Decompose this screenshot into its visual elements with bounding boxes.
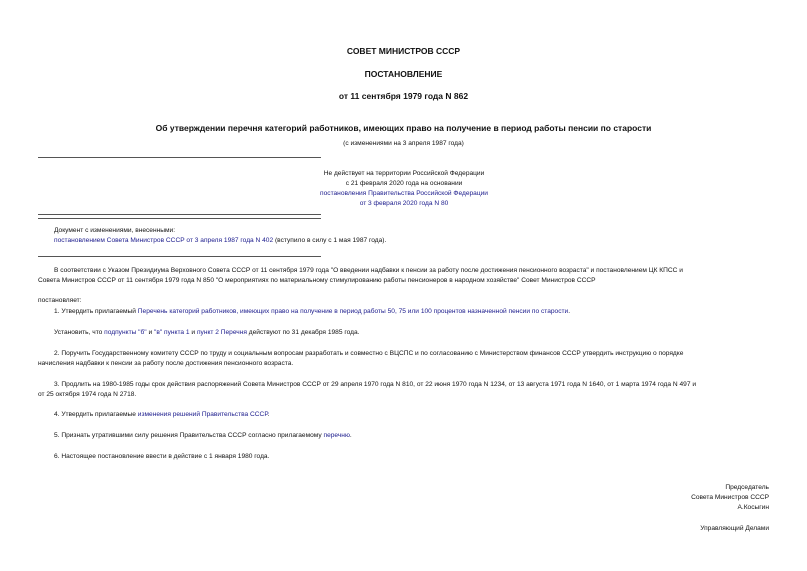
paragraph-3-line-2: от 25 октября 1974 года N 2718. <box>38 391 137 398</box>
signature-role-3: Управляющий Делами <box>700 525 769 532</box>
postanovlyaet-label: постановляет: <box>38 297 82 304</box>
paragraph-4 <box>54 410 269 420</box>
text: . <box>568 308 571 315</box>
changes-decisions-link[interactable]: изменения решений Правительства СССР <box>137 411 268 418</box>
text: . <box>349 432 352 439</box>
changes-link[interactable]: постановлением Совета Министров СССР от 3 апреля 1987 года N 402 <box>54 237 274 244</box>
changes-intro: Документ с изменениями, внесенными: <box>54 227 176 234</box>
subpoint-v-link[interactable]: "в" пункта 1 <box>153 329 190 336</box>
signature-role-1: Председатель <box>725 484 769 491</box>
signature-role-2: Совета Министров СССР <box>691 494 769 501</box>
list-link[interactable]: Перечень категорий работников, имеющих право на получение в период работы 50, 75 или 100 процентов назначенной пенсии по старости <box>137 308 569 315</box>
text: и <box>189 329 197 336</box>
paragraph-5 <box>54 431 352 441</box>
preamble-line-2: Совета Министров СССР от 11 сентября 1979 года N 850 "О мероприятиях по материальному стимулированию работы пенсионеров в народном хозяйстве" Совет Министров СССР <box>38 277 596 284</box>
paragraph-1b <box>54 328 359 338</box>
org-heading: СОВЕТ МИНИСТРОВ СССР <box>346 46 461 56</box>
divider <box>38 214 321 215</box>
paragraph-2-line-1: 2. Поручить Государственному комитету СССР по труду и социальным вопросам разработать и совместно с ВЦСПС и по согласованию с Министерством финансов СССР утвердить инструкцию о порядке <box>54 350 684 357</box>
paragraph-3-line-1: 3. Продлить на 1980-1985 годы срок действия распоряжений Совета Министров СССР от 29 апреля 1970 года N 810, от 22 июня 1970 года N 1234, от 13 августа 1971 года N 1640, от 1 марта 1974 года N 497 и <box>54 381 696 388</box>
text: 1. Утвердить прилагаемый <box>54 308 138 315</box>
preamble-line-1: В соответствии с Указом Президиума Верховного Совета СССР от 11 сентября 1979 года "О введении надбавки к пенсии за работу после достижения пенсионного возраста" и постановлением ЦК КПСС и <box>54 267 683 274</box>
text: . <box>267 411 270 418</box>
status-link-date[interactable]: от 3 февраля 2020 года N 80 <box>359 200 449 207</box>
status-line-1: Не действует на территории Российской Федерации <box>323 170 485 177</box>
divider <box>38 256 321 257</box>
amendments-note: (с изменениями на 3 апреля 1987 года) <box>343 140 464 147</box>
text: 4. Утвердить прилагаемые <box>54 411 138 418</box>
status-line-2: с 21 февраля 2020 года на основании <box>345 180 463 187</box>
changes-tail: (вступило в силу с 1 мая 1987 года). <box>274 237 387 244</box>
subpoint-b-link[interactable]: подпункты "б" <box>104 329 147 336</box>
paragraph-2-line-2: начисления надбавки к пенсии за работу после достижения пенсионного возраста. <box>38 360 294 367</box>
paragraph-1 <box>54 307 570 317</box>
divider <box>38 218 321 219</box>
document-title: Об утверждении перечня категорий работников, имеющих право на получение в период работы пенсии по старости <box>155 123 652 133</box>
paragraph-6: 6. Настоящее постановление ввести в действие с 1 января 1980 года. <box>54 453 270 460</box>
date-number-heading: от 11 сентября 1979 года N 862 <box>338 91 469 101</box>
text: 5. Признать утратившими силу решения Правительства СССР согласно прилагаемому <box>54 432 324 439</box>
point-2-link[interactable]: пункт 2 Перечня <box>196 329 247 336</box>
divider <box>38 157 321 158</box>
changes-line <box>54 236 386 246</box>
text: Установить, что <box>54 329 105 336</box>
text: и <box>146 329 154 336</box>
doc-type-heading: ПОСТАНОВЛЕНИЕ <box>364 69 443 79</box>
list-repealed-link[interactable]: перечню <box>323 432 350 439</box>
text: действуют по 31 декабря 1985 года. <box>246 329 360 336</box>
signature-name: А.Косыгин <box>737 504 769 511</box>
status-link-decree[interactable]: постановления Правительства Российской Федерации <box>320 190 488 197</box>
